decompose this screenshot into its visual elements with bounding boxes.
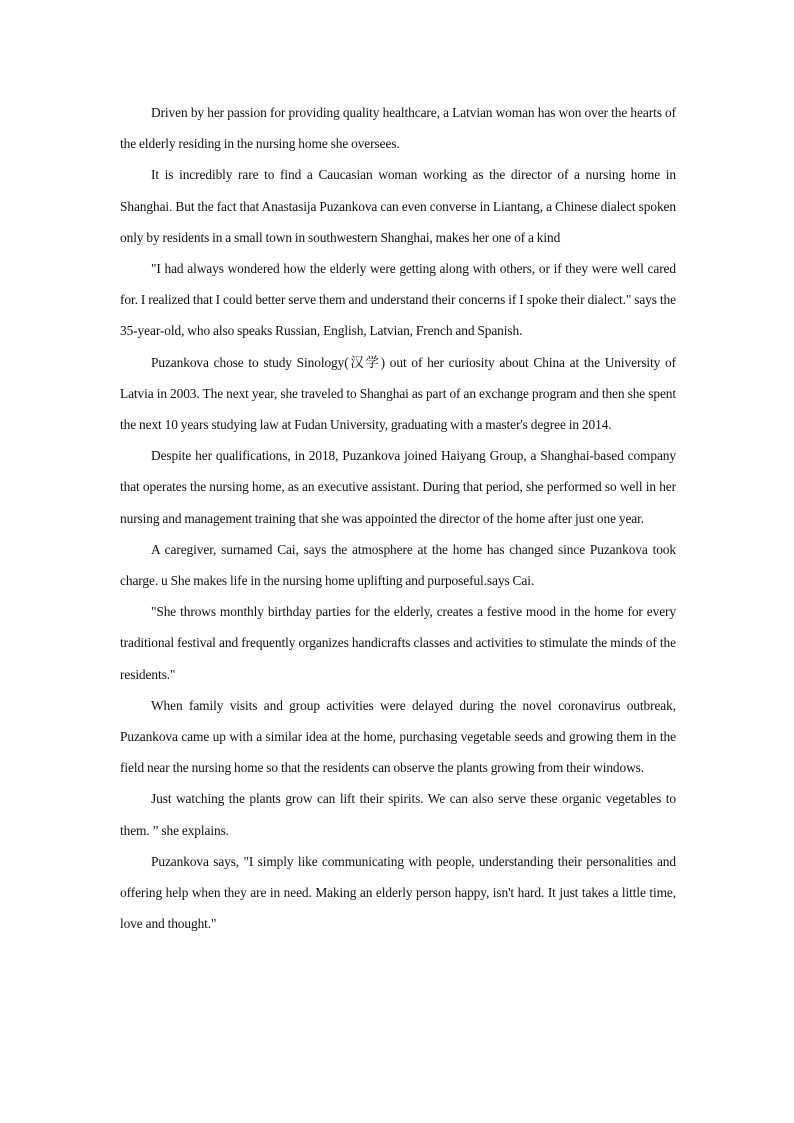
paragraph: Puzankova says, "I simply like communicating with people, understanding their personalities and offering help when they are in need. Making an elderly person happy, isn't hard. It just takes a little time, love and thought." (120, 853, 676, 932)
paragraph: "She throws monthly birthday parties for the elderly, creates a festive mood in the home for every traditional festival and frequently organizes handicrafts classes and activities to stimulate the minds of the residents." (120, 604, 676, 682)
paragraph: Just watching the plants grow can lift their spirits. We can also serve these organic vegetables to them. ” she explains. (120, 791, 676, 838)
paragraph: "I had always wondered how the elderly were getting along with others, or if they were well cared for. I realized that I could better serve them and understand their concerns if I spoke their dialect." says the 35-year-old, who also speaks Russian, English, Latvian, French and Spanish. (120, 261, 676, 339)
paragraph: A caregiver, surnamed Cai, says the atmosphere at the home has changed since Puzankova took charge. u She makes life in the nursing home uplifting and purposeful.says Cai. (120, 541, 676, 589)
article-body (120, 97, 676, 939)
paragraph: Despite her qualifications, in 2018, Puzankova joined Haiyang Group, a Shanghai-based company that operates the nursing home, as an executive assistant. During that period, she performed so well in her nursing and management training that she was appointed the director of the home after just one year. (120, 448, 676, 526)
paragraph: It is incredibly rare to find a Caucasian woman working as the director of a nursing home in Shanghai. But the fact that Anastasija Puzankova can even converse in Liantang, a Chinese dialect spoken only by residents in a small town in southwestern Shanghai, makes her one of a kind (120, 167, 676, 245)
paragraph: When family visits and group activities were delayed during the novel coronavirus outbreak, Puzankova came up with a similar idea at the home, purchasing vegetable seeds and growing them in the field near the nursing home so that the residents can observe the plants growing from their windows. (120, 697, 676, 776)
paragraph: Driven by her passion for providing quality healthcare, a Latvian woman has won over the hearts of the elderly residing in the nursing home she oversees. (120, 105, 676, 152)
paragraph: Puzankova chose to study Sinology(汉学) out of her curiosity about China at the University of Latvia in 2003. The next year, she traveled to Shanghai as part of an exchange program and then she spent the next 10 years studying law at Fudan University, graduating with a master's degree in 2014. (120, 354, 676, 433)
